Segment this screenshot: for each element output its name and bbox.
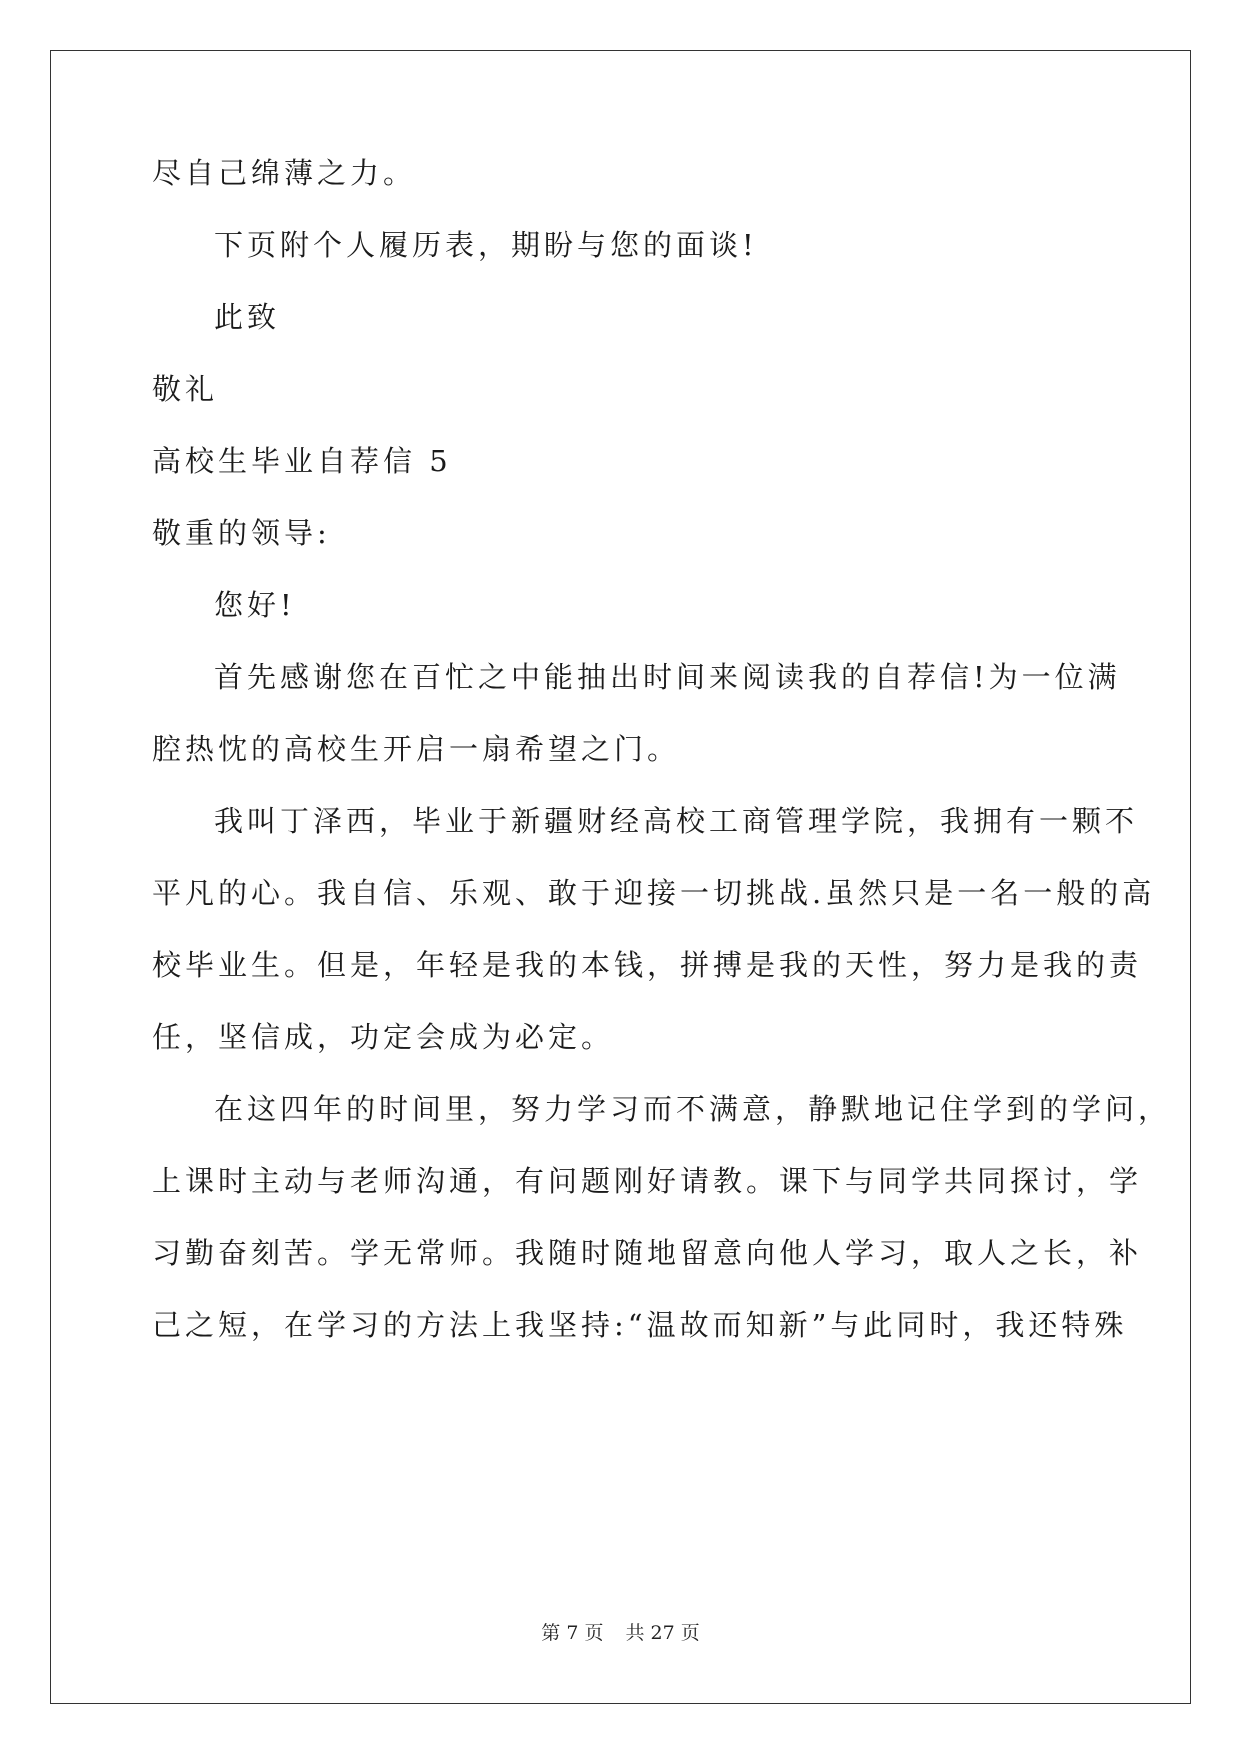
page-footer (0, 1621, 1241, 1645)
greeting: 您好! (214, 588, 296, 622)
text-line-12: 校毕业生。但是，年轻是我的本钱，拼搏是我的天性，努力是我的责 (152, 948, 1143, 982)
text-line-9: 腔热忱的高校生开启一扇希望之门。 (152, 732, 681, 766)
text-line-8: 首先感谢您在百忙之中能抽出时间来阅读我的自荐信!为一位满 (214, 660, 1121, 694)
text-line-15: 上课时主动与老师沟通，有问题刚好请教。课下与同学共同探讨，学 (152, 1164, 1143, 1198)
text-line-13: 任，坚信成，功定会成为必定。 (152, 1020, 615, 1054)
text-line-1: 尽自己绵薄之力。 (152, 156, 417, 190)
text-line-4: 敬礼 (152, 372, 219, 406)
page-number-current: 第 7 页 (541, 1622, 604, 1644)
text-line-11: 平凡的心。我自信、乐观、敢于迎接一切挑战.虽然只是一名一般的高 (152, 876, 1156, 910)
text-line-16: 习勤奋刻苦。学无常师。我随时随地留意向他人学习，取人之长，补 (152, 1236, 1143, 1270)
text-line-10: 我叫丁泽西，毕业于新疆财经高校工商管理学院，我拥有一颗不 (214, 804, 1139, 838)
page-number-total: 共 27 页 (625, 1622, 700, 1644)
salutation: 敬重的领导: (152, 516, 331, 550)
text-line-14: 在这四年的时间里，努力学习而不满意，静默地记住学到的学问， (214, 1092, 1172, 1126)
text-line-2: 下页附个人履历表，期盼与您的面谈! (214, 228, 758, 262)
text-line-3: 此致 (214, 300, 281, 334)
section-heading: 高校生毕业自荐信 5 (152, 444, 452, 478)
text-line-17: 己之短，在学习的方法上我坚持:“温故而知新”与此同时，我还特殊 (152, 1308, 1128, 1342)
